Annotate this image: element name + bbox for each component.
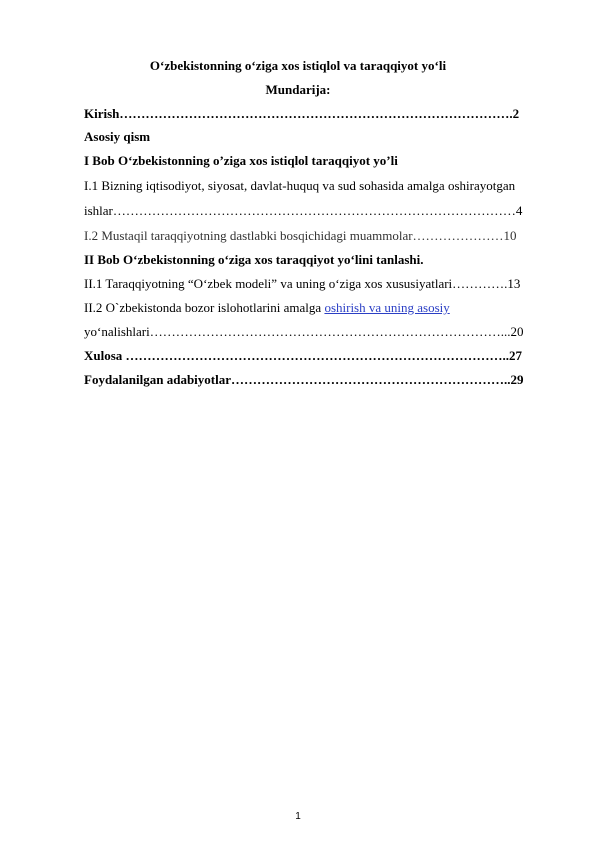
- page-number: 1: [295, 811, 301, 822]
- toc-entry-2-2-line1[interactable]: [84, 300, 560, 316]
- toc-entry-2-2-text: II.2 O`zbekistonda bozor islohotlarini amalga: [84, 300, 325, 315]
- toc-entry-adabiyotlar[interactable]: Foydalanilgan adabiyotlar………………………………………………………..29: [84, 372, 524, 387]
- toc-entry-bob-2[interactable]: II Bob O‘zbekistonning o‘ziga xos taraqqiyot yo‘lini tanlashi.: [84, 252, 424, 267]
- toc-entry-2-1[interactable]: II.1 Taraqqiyotning “O‘zbek modeli” va uning o‘ziga xos xususiyatlari………….13: [84, 276, 521, 291]
- toc-entry-2-2-line2[interactable]: yo‘nalishlari………………………………………………………………………...20: [84, 324, 524, 339]
- toc-entry-bob-1[interactable]: I Bob O‘zbekistonning o’ziga xos istiqlol taraqqiyot yo’li: [84, 153, 398, 168]
- toc-entry-kirish[interactable]: Kirish……………………………………………………………………………….2: [84, 106, 520, 121]
- toc-entry-1-2[interactable]: I.2 Mustaqil taraqqiyotning dastlabki bosqichidagi muammolar…………………10: [84, 228, 517, 243]
- toc-entry-asosiy-qism: Asosiy qism: [84, 129, 151, 144]
- document-title: O‘zbekistonning o‘ziga xos istiqlol va taraqqiyot yo‘li: [149, 58, 447, 73]
- hyperlink[interactable]: oshirish va uning asosiy: [324, 300, 450, 315]
- toc-entry-xulosa[interactable]: Xulosa ……………………………………………………………………………..27: [84, 348, 523, 363]
- toc-entry-1-1-line2[interactable]: ishlar…………………………………………………………………………………4: [84, 203, 523, 218]
- toc-heading: Mundarija:: [265, 82, 331, 97]
- toc-entry-1-1-line1[interactable]: I.1 Bizning iqtisodiyot, siyosat, davlat-huquq va sud sohasida amalga oshirayotgan: [84, 178, 516, 193]
